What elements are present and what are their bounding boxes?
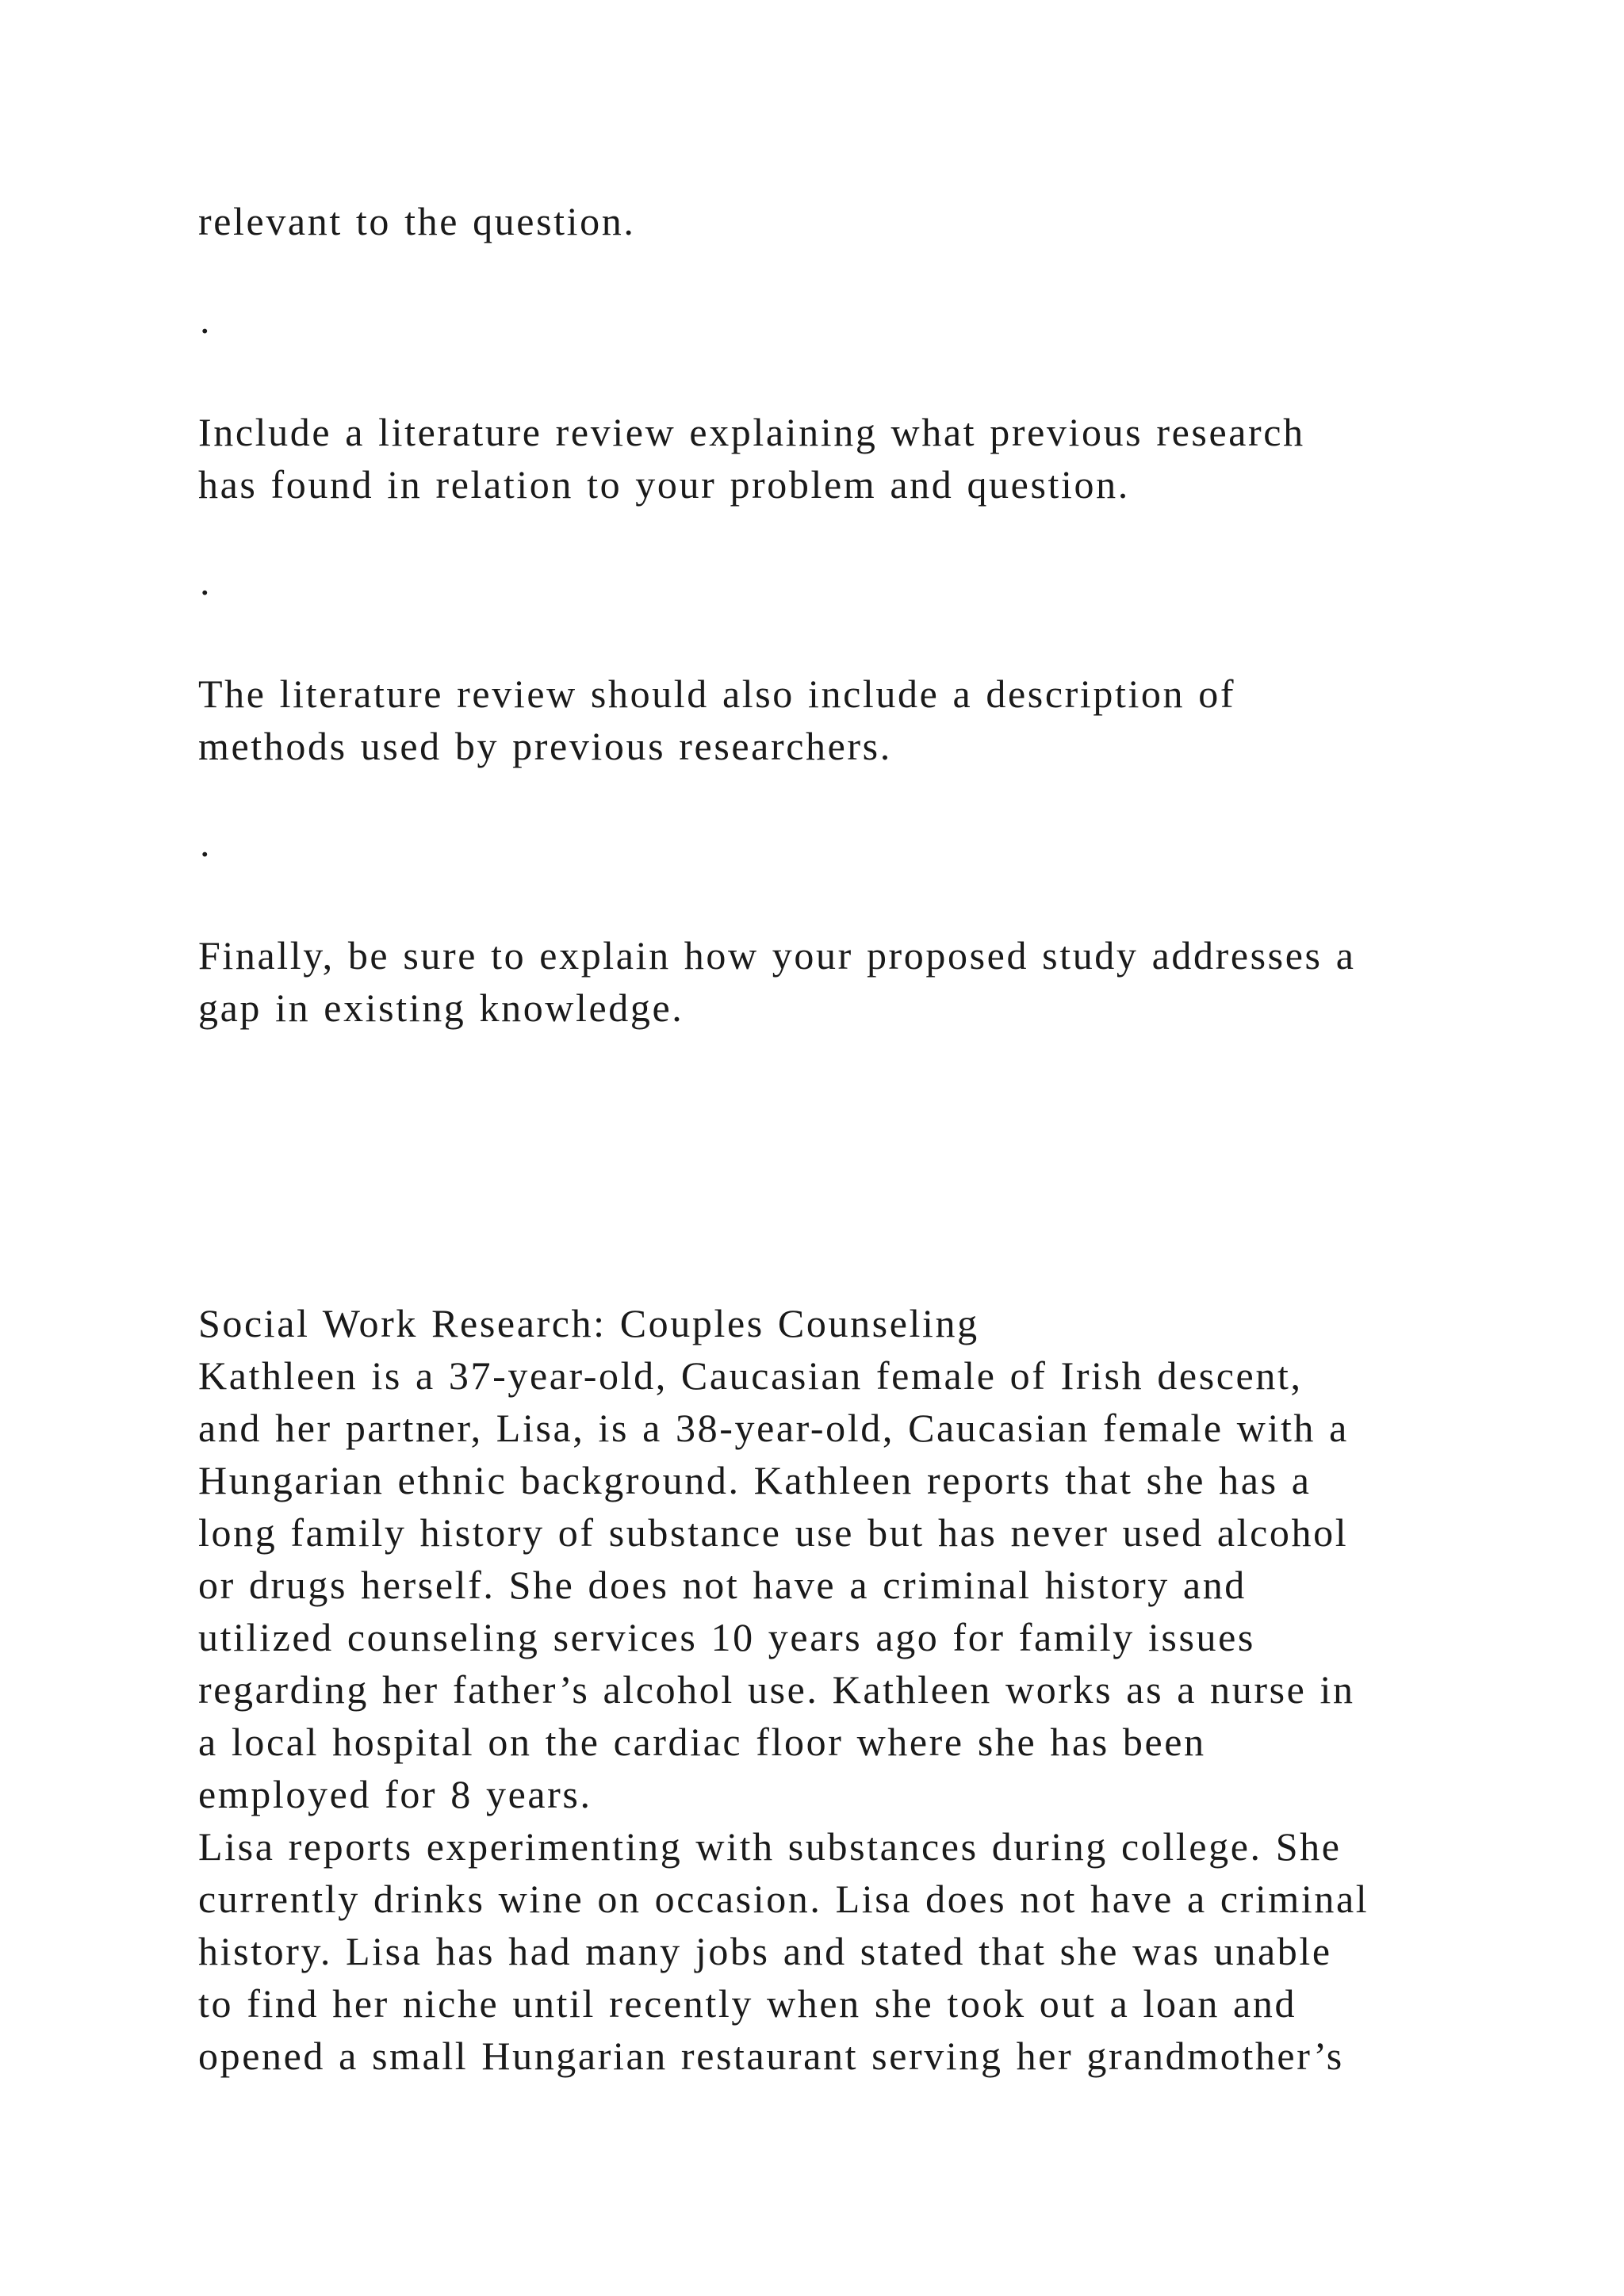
case-paragraph-2-line: currently drinks wine on occasion. Lisa does not have a criminal [198,1877,1369,1921]
case-paragraph-2-line: Lisa reports experimenting with substances during college. She [198,1824,1342,1869]
case-paragraph-1-line: a local hospital on the cardiac floor where she has been [198,1720,1206,1764]
case-paragraph-1-line: Kathleen is a 37-year-old, Caucasian female of Irish descent, [198,1353,1303,1398]
bullet-3-line-1: Finally, be sure to explain how your proposed study addresses a [198,933,1356,978]
bullet-marker: . [200,821,210,865]
bullet-2-line-1: The literature review should also include a description of [198,672,1236,716]
bullet-1-line-2: has found in relation to your problem and question. [198,462,1130,507]
case-paragraph-1-line: employed for 8 years. [198,1772,592,1816]
case-paragraph-1-line: regarding her father’s alcohol use. Kathleen works as a nurse in [198,1667,1355,1712]
case-paragraph-1-line: utilized counseling services 10 years ago for family issues [198,1615,1255,1659]
bullet-2-line-2: methods used by previous researchers. [198,724,892,768]
case-paragraph-1-line: or drugs herself. She does not have a criminal history and [198,1563,1247,1607]
bullet-1-line-1: Include a literature review explaining what previous research [198,410,1305,454]
case-paragraph-1-line: Hungarian ethnic background. Kathleen reports that she has a [198,1458,1312,1502]
case-title: Social Work Research: Couples Counseling [198,1301,979,1345]
case-paragraph-1-line: and her partner, Lisa, is a 38-year-old, Caucasian female with a [198,1406,1349,1450]
case-paragraph-2-line: opened a small Hungarian restaurant serving her grandmother’s [198,2034,1344,2078]
case-paragraph-2-line: to find her niche until recently when she took out a loan and [198,1981,1297,2026]
bullet-marker: . [200,559,210,603]
case-paragraph-2-line: history. Lisa has had many jobs and stated that she was unable [198,1929,1332,1973]
intro-tail-text: relevant to the question. [198,199,636,243]
bullet-3-line-2: gap in existing knowledge. [198,985,684,1030]
case-paragraph-1-line: long family history of substance use but has never used alcohol [198,1510,1349,1555]
bullet-marker: . [200,297,210,342]
